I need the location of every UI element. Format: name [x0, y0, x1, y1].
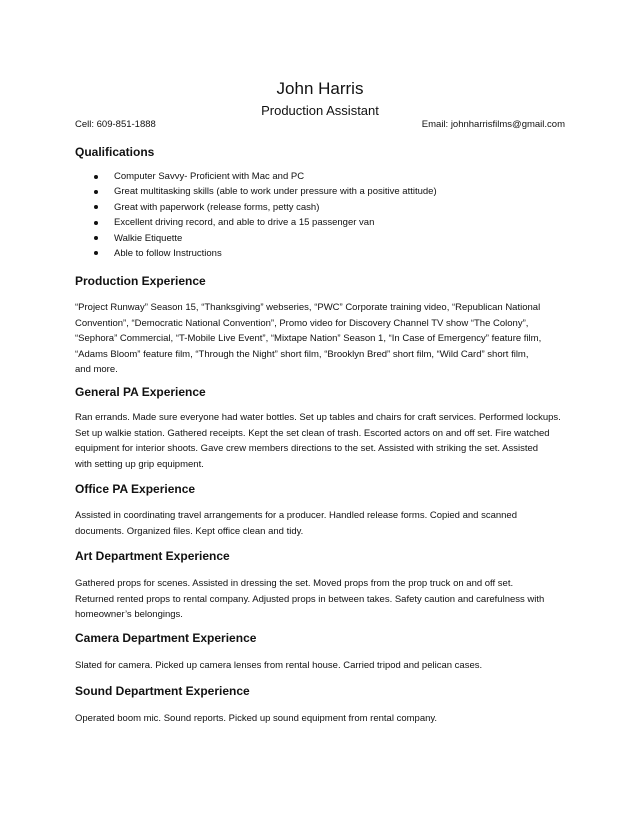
camera-dept-paragraph — [75, 658, 565, 674]
sound-dept-paragraph — [75, 711, 565, 727]
text-line: Operated boom mic. Sound reports. Picked up sound equipment from rental company. — [75, 713, 438, 724]
text-line: Slated for camera. Picked up camera lenses from rental house. Carried tripod and pelican cases. — [75, 660, 483, 671]
text-line: and more. — [75, 364, 118, 376]
bullet-icon — [94, 205, 98, 209]
text-line: with setting up grip equipment. — [75, 458, 204, 470]
art-dept-paragraph — [75, 576, 565, 623]
section-title-camera-dept: Camera Department Experience — [75, 631, 257, 645]
text-line: documents. Organized files. Kept office clean and tidy. — [75, 525, 304, 537]
candidate-role: Production Assistant — [261, 103, 379, 118]
bullet-icon — [94, 251, 98, 255]
section-title-sound-dept: Sound Department Experience — [75, 684, 250, 698]
list-item: Excellent driving record, and able to drive a 15 passenger van — [75, 215, 565, 230]
text-line: Returned rented props to rental company. Adjusted props in between takes. Safety caution and carefulness with — [75, 593, 545, 605]
text-line: homeowner’s belongings. — [75, 609, 183, 621]
list-item: Walkie Etiquette — [75, 231, 565, 246]
office-pa-paragraph — [75, 508, 565, 539]
text-line: “Project Runway” Season 15, “Thanksgiving” webseries, “PWC” Corporate training video, “Republican National — [75, 302, 541, 313]
text-line: Set up walkie station. Gathered receipts. Kept the set clean of trash. Escorted actors on and off set. Fire watched — [75, 427, 550, 439]
section-title-production: Production Experience — [75, 274, 206, 288]
candidate-name: John Harris — [276, 79, 364, 98]
qualifications-list — [75, 169, 565, 261]
bullet-icon — [94, 221, 98, 225]
section-title-office-pa: Office PA Experience — [75, 482, 196, 496]
text-line: Assisted in coordinating travel arrangements for a producer. Handled release forms. Copied and scanned — [75, 510, 518, 521]
text-line: “Adams Bloom” feature film, “Through the Night” short film, “Brooklyn Bred” short film, “Wild Card” short film, — [75, 348, 529, 360]
text-line: “Sephora” Commercial, “T-Mobile Live Event”, “Mixtape Nation” Season 1, “In Case of Emergency” feature film, — [75, 333, 542, 345]
text-line: equipment for interior shoots. Gave crew members directions to the set. Assisted with striking the set. Assisted — [75, 443, 539, 455]
list-item: Great with paperwork (release forms, petty cash) — [75, 200, 565, 215]
bullet-icon — [94, 175, 98, 179]
list-item: Great multitasking skills (able to work under pressure with a positive attitude) — [75, 184, 565, 199]
text-line: Convention”, “Democratic National Convention”, Promo video for Discovery Channel TV show “The Colony”, — [75, 317, 529, 329]
general-pa-paragraph — [75, 410, 565, 472]
list-item: Computer Savvy- Proficient with Mac and PC — [75, 169, 565, 184]
list-item: Able to follow Instructions — [75, 246, 565, 261]
section-title-general-pa: General PA Experience — [75, 385, 206, 399]
cell-phone: Cell: 609-851-1888 — [75, 119, 156, 130]
text-line: Gathered props for scenes. Assisted in dressing the set. Moved props from the prop truck on and off set. — [75, 578, 514, 589]
production-paragraph — [75, 300, 565, 378]
section-title-qualifications: Qualifications — [75, 145, 155, 159]
text-line: Ran errands. Made sure everyone had water bottles. Set up tables and chairs for craft services. Performed lockups. — [75, 412, 561, 423]
bullet-icon — [94, 236, 98, 240]
section-title-art-dept: Art Department Experience — [75, 549, 230, 563]
bullet-icon — [94, 190, 98, 194]
email-address: Email: johnharrisfilms@gmail.com — [421, 119, 565, 130]
